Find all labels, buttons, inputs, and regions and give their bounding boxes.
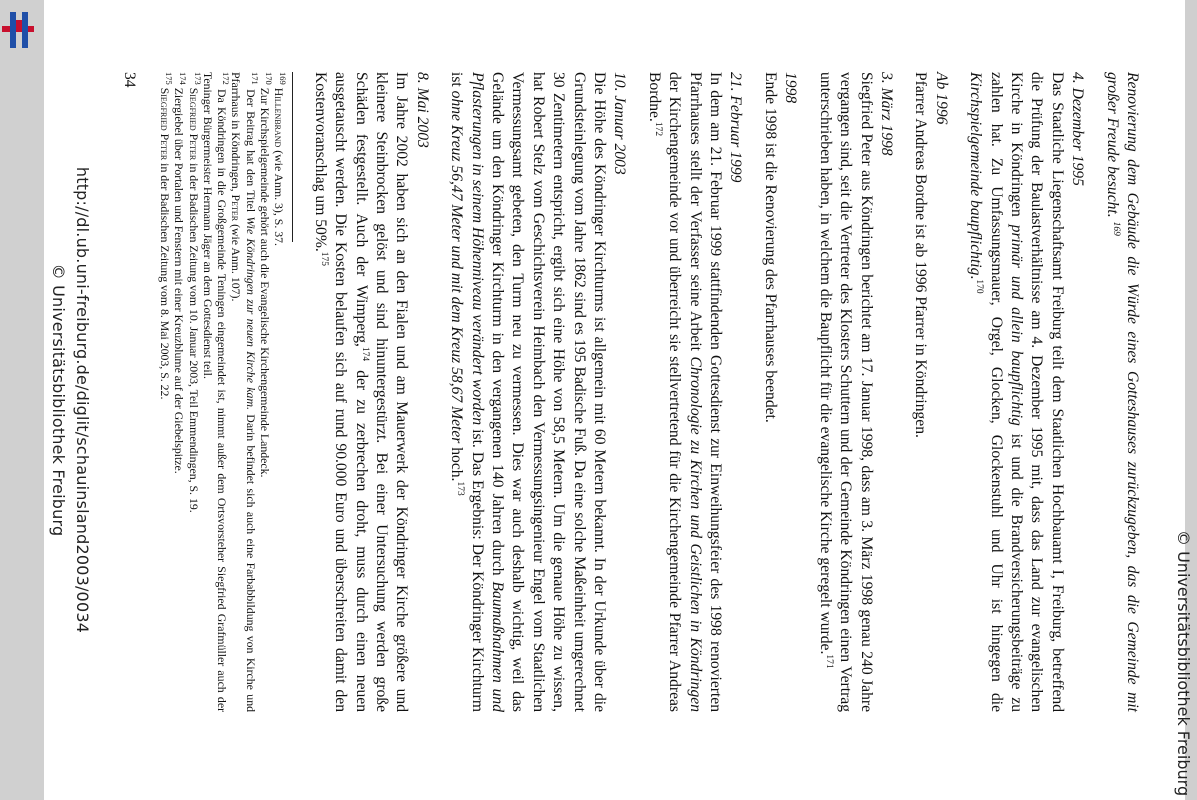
heading-1999: 21. Februar 1999 — [727, 72, 745, 183]
watermark-url: http://dl.ub.uni-freiburg.de/diglit/schauinsland2003/0034 — [73, 166, 92, 634]
footnote-ref-172: 172 — [653, 121, 664, 137]
footnote-175: $^{175}$ Siegfried Peter in der Badischen Zeitung vom 8. Mai 2003, S. 22. — [158, 72, 174, 400]
footnote-ref-173: 173 — [455, 481, 466, 496]
watermark-copyright-fragment: © Universitätsbibliothek Freiburg — [1174, 530, 1193, 797]
rotated-page-content — [44, 0, 1193, 800]
paragraph-mai-2003: Im Jahre 2002 haben sich an den Fialen und am Mauerwerk der Köndringer Kirche größere und kleinere Steinbrocken gelöst und sind hinuntergestürzt. Bei einer Untersuchung werden große Schäden festgestellt. Auch der Wimperg,$^{174}$ der zu zerbrechen droht, muss durch einen neuen ausgetauscht werden. Die Kosten belaufen sich auf rund 90.000 Euro und überschreiten damit den Kostenvoranschlag um 50%.$^{175}$ — [311, 72, 411, 713]
scanned-page — [44, 0, 1193, 800]
footnote-170: $^{170}$ Zur Kirchspielgemeinde gehört auch die Evangelische Kirchengemeinde Landeck. — [258, 72, 274, 478]
paragraph-maerz-1998: Siegfried Peter aus Köndringen berichtet am 17. Januar 1998, dass am 3. März 1998 genau 240 Jahre vergangen sind, seit die Vertreter des Klosters Schuttern und der Gemeinde Köndringen einen Vertrag unterschrieben haben, in welchem die Baupflicht für die evangelische Kirche geregelt wurde.$^{171}$ — [816, 72, 875, 712]
footnote-171: $^{171}$ Der Beitrag hat den Titel Wie Köndringen zur neuen Kirche kam. Darin befindet sich auch eine Farbabbildung von Kirche und Pfarrhaus in Köndringen, Peter (wie Anm. 107). — [229, 72, 260, 712]
watermark-copyright: © Universitätsbibliothek Freiburg — [49, 263, 68, 537]
footnote-174: $^{174}$ Ziergiebel über Portalen und Fenstern mit einer Kreuzblume auf der Giebelspitze. — [172, 72, 189, 474]
footnote-ref-174: 174 — [359, 346, 370, 362]
library-logo-icon — [2, 12, 34, 48]
footnote-172: $^{172}$ Da Köndringen in die Großgemeinde Teningen eingemeindet ist, nimmt außer dem Ortsvorsteher Siegfried Grafmüller auch der Teninger Bürgermeister Hermann Jäger an dem Gottesdienst teil. — [200, 72, 232, 712]
body-text — [158, 72, 1142, 712]
paragraph-1996: Pfarrer Andreas Bordne ist ab 1996 Pfarrer in Köndringen. — [912, 72, 930, 438]
heading-1995: 4. Dezember 1995 — [1069, 72, 1087, 186]
heading-maerz-1998: 3. März 1998 — [877, 72, 895, 156]
paragraph-1999: In dem am 21. Februar 1999 stattfindenden Gottesdienst zur Einweihungsfeier des 1998 renovierten Pfarrhauses stellt der Verfasser seine Arbeit Chronologie zu Kirchen und Geistlichen in Köndringen der Kirchengemeinde vor und überreicht sie stellvertretend für die Kirchengemeinde Pfarrer Andreas Bordne.$^{172}$ — [645, 72, 725, 712]
paragraph-intro: Renovierung dem Gebäude die Würde eines Gotteshauses zurückzugeben, das die Gemeinde mit großer Freude besucht. $^{169}$ — [1103, 72, 1141, 712]
footnote-173: $^{173}$ Siegfried Peter in der Badischen Zeitung vom 10. Januar 2003, Teil Emmendingen, S. 19. — [186, 72, 203, 513]
paragraph-1998: Ende 1998 ist die Renovierung des Pfarrhauses beendet. — [761, 72, 779, 423]
footnote-divider — [292, 72, 293, 242]
heading-mai-2003: 8. Mai 2003 — [413, 72, 431, 148]
footnote-ref-169: 169 — [1110, 221, 1121, 236]
heading-januar-2003: 10. Januar 2003 — [611, 72, 629, 175]
heading-1998: 1998 — [782, 72, 800, 104]
page-number: 34 — [121, 72, 138, 88]
paragraph-januar-2003: Die Höhe des Köndringer Kirchturms ist allgemein mit 60 Metern bekannt. In der Urkunde über die Grundsteinlegung vom Jahre 1862 sind es 195 Badische Fuß. Da eine solche Maßeinheit umgerechnet 30 Zentimetern entspricht, ergibt sich eine Höhe von 58,5 Metern. Um die genaue Höhe zu wissen, hat Robert Stelz vom Geschichtsverein Heimbach den Vermessungsingenieur Engel vom Staatlichen Vermessungsamt gebeten, den Turm neu zu vermessen. Dies war auch deshalb wichtig, weil das Gelände um den Köndringer Kirchturm in den vergangenen 140 Jahren durch Baumaßnahmen und Pflasterungen in seinem Höhenniveau verändert worden ist. Das Ergebnis: Der Köndringer Kirchturm ist ohne Kreuz 56,47 Meter und mit dem Kreuz 58,67 Meter hoch.$^{173}$ — [448, 72, 609, 713]
viewer-left-margin — [0, 0, 44, 800]
footnote-ref-170: 170 — [974, 279, 985, 294]
footnote-169: $^{169}$ Hillenbrand (wie Anm. 3), S. 37. — [272, 72, 289, 246]
footnote-ref-175: 175 — [318, 251, 329, 266]
paragraph-1995: Das Staatliche Liegenschaftsamt Freiburg teilt dem Staatlichen Hochbauamt I, Freiburg, betreffend die Prüfung der Baulastverhältnisse am 4. Dezember 1995 mit, dass das Land zur evangelischen Kirche in Köndringen primär und allein baupflichtig ist und die Brandversicherungsbeiträge zu zahlen hat. Zu Umfassungsmauer, Orgel, Glocken, Glockenstuhl und Uhr ist hingegen die Kirchspielgemeinde baupflichtig.$^{170}$ — [967, 72, 1066, 712]
footnote-ref-171: 171 — [823, 654, 834, 669]
heading-1996: Ab 1996 — [932, 72, 950, 125]
